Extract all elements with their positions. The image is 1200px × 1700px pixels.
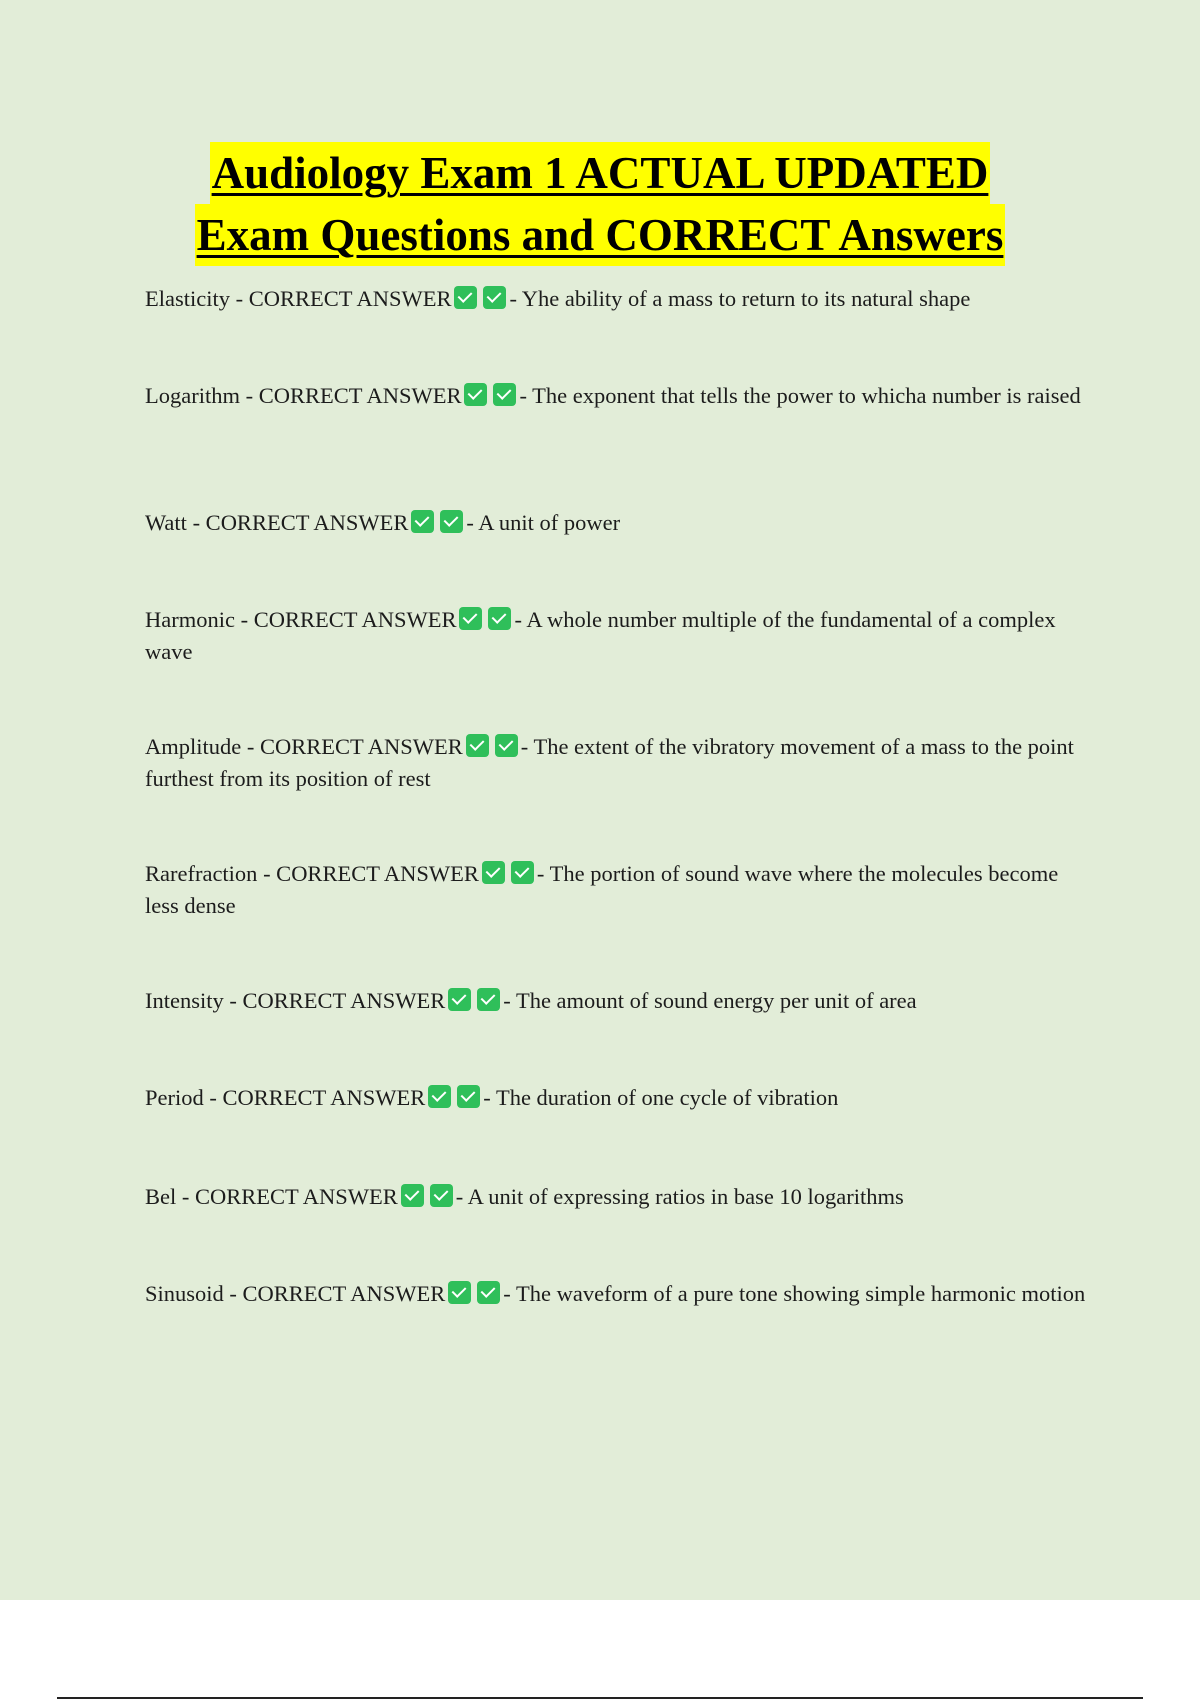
term: Logarithm [145,383,240,408]
correct-answer-label: - CORRECT ANSWER [176,1184,398,1209]
correct-answer-label: - CORRECT ANSWER [186,510,409,535]
term: Elasticity [145,286,230,311]
qa-item-watt [145,507,1090,539]
definition: - The exponent that tells the power to whicha number is raised [519,383,1081,408]
title-line-1: Audiology Exam 1 ACTUAL UPDATED [210,142,991,204]
page-title [0,142,1200,266]
correct-answer-label: - CORRECT ANSWER [223,1281,446,1306]
check-mark-icon [457,1085,480,1108]
definition: - The portion of sound wave where the molecules become less dense [145,861,1059,918]
check-mark-icon [440,510,463,533]
definition: - The extent of the vibratory movement of a mass to the point furthest from its position of rest [145,734,1074,791]
check-mark-icon [482,861,505,884]
qa-item-period [145,1082,1090,1114]
check-mark-icon [430,1184,453,1207]
qa-item-elasticity [145,283,1090,315]
definition: - A unit of power [466,510,621,535]
definition: - The amount of sound energy per unit of area [503,988,917,1013]
definition: - The waveform of a pure tone showing simple harmonic motion [503,1281,1086,1306]
correct-answer-label: - CORRECT ANSWER [229,286,452,311]
correct-answer-label: - CORRECT ANSWER [223,988,446,1013]
check-mark-icon [495,734,518,757]
correct-answer-label: - CORRECT ANSWER [239,383,462,408]
correct-answer-label: - CORRECT ANSWER [257,861,479,886]
correct-answer-label: - CORRECT ANSWER [203,1085,426,1110]
check-mark-icon [477,988,500,1011]
check-mark-icon [448,988,471,1011]
qa-item-bel [145,1181,1090,1213]
check-mark-icon [411,510,434,533]
correct-answer-label: - CORRECT ANSWER [241,734,463,759]
check-mark-icon [493,383,516,406]
qa-item-logarithm [145,380,1090,412]
qa-item-sinusoid [145,1278,1090,1310]
term: Harmonic [145,607,235,632]
title-line-2: Exam Questions and CORRECT Answers [195,204,1006,266]
qa-item-amplitude [145,731,1090,795]
footer-divider [57,1697,1143,1699]
term: Sinusoid [145,1281,224,1306]
term: Amplitude [145,734,242,759]
check-mark-icon [511,861,534,884]
correct-answer-label: - CORRECT ANSWER [234,607,457,632]
term: Rarefraction [145,861,258,886]
check-mark-icon [477,1281,500,1304]
qa-item-rarefraction [145,858,1090,922]
check-mark-icon [483,286,506,309]
definition: - The duration of one cycle of vibration [483,1085,839,1110]
term: Watt [145,510,187,535]
check-mark-icon [428,1085,451,1108]
check-mark-icon [401,1184,424,1207]
definition: - Yhe ability of a mass to return to its natural shape [509,286,971,311]
check-mark-icon [488,607,511,630]
qa-item-intensity [145,985,1090,1017]
check-mark-icon [454,286,477,309]
term: Period [145,1085,204,1110]
check-mark-icon [464,383,487,406]
qa-item-harmonic [145,604,1090,668]
check-mark-icon [466,734,489,757]
definition: - A unit of expressing ratios in base 10 logarithms [455,1184,904,1209]
check-mark-icon [448,1281,471,1304]
term: Bel [145,1184,177,1209]
term: Intensity [145,988,224,1013]
definition: - A whole number multiple of the fundamental of a complex wave [145,607,1056,664]
check-mark-icon [459,607,482,630]
